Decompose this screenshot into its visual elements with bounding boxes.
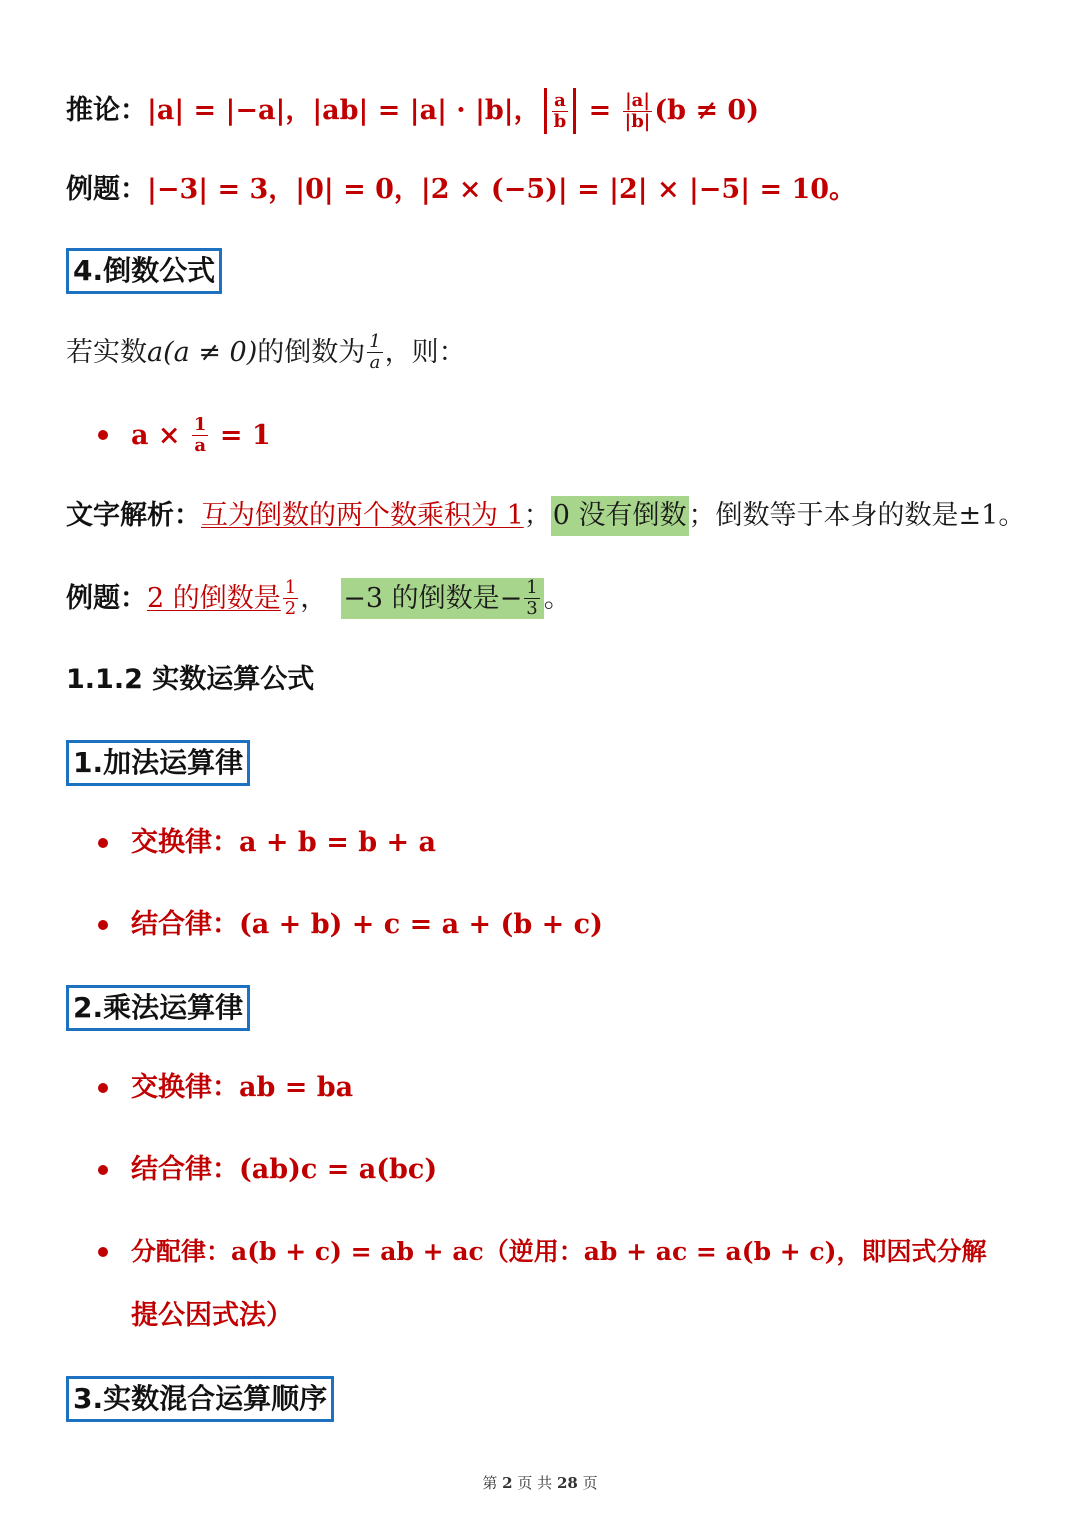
law-name: 结合律：	[131, 909, 239, 940]
formula-part-2: = 1	[210, 419, 271, 451]
bullet-dot	[98, 1165, 108, 1175]
multiplication-item-associative	[131, 1150, 437, 1190]
analysis-sep-2: ；	[688, 500, 716, 531]
corollary-condition: (b ≠ 0)	[654, 95, 759, 126]
reciprocal-intro	[66, 332, 466, 373]
fraction-abs-a-over-abs-b	[623, 91, 653, 132]
frac-num: 1	[526, 577, 538, 598]
abs-fraction	[541, 88, 580, 134]
heading-mixed-operations: 3.实数混合运算顺序	[66, 1376, 334, 1422]
frac-num: a	[554, 89, 566, 111]
distributive-cont-text: 提公因式法）	[131, 1300, 293, 1331]
analysis-line	[66, 496, 1025, 536]
corollary-label: 推论：	[66, 95, 147, 126]
law-formula: (ab)c = a(bc)	[239, 1154, 438, 1185]
formula-part-1: a ×	[131, 419, 190, 451]
frac-den: |b|	[624, 110, 651, 132]
section-title-112: 1.1.2 实数运算公式	[66, 664, 315, 695]
fraction-1-over-2	[283, 578, 298, 619]
fraction-1-over-3	[524, 578, 539, 619]
multiplication-item-commutative	[131, 1068, 353, 1108]
analysis-part-1: 互为倒数的两个数乘积为 1	[201, 500, 524, 531]
example2-label: 例题：	[66, 582, 147, 614]
heading-addition: 1.加法运算律	[66, 740, 250, 786]
analysis-part-3: 倒数等于本身的数是±1。	[715, 500, 1026, 531]
law-name: 交换律：	[131, 1072, 239, 1103]
distributive-continuation	[131, 1296, 293, 1336]
corollary-formula: |a| = |−a|，|ab| = |a| · |b|，	[147, 95, 541, 126]
bullet-dot	[98, 1083, 108, 1093]
law-formula: (a + b) + c = a + (b + c)	[239, 909, 603, 940]
law-name: 交换律：	[131, 827, 239, 858]
example2-part-2: −3 的倒数是−	[343, 582, 523, 614]
bullet-dot	[98, 430, 108, 440]
example1-line	[66, 170, 856, 210]
multiplication-item-distributive	[131, 1232, 986, 1272]
example2-part-1: 2 的倒数是	[147, 582, 281, 614]
corollary-eq: =	[579, 95, 621, 126]
bullet-dot	[98, 920, 108, 930]
law-formula: a + b = b + a	[239, 827, 437, 858]
frac-num: 1	[193, 414, 207, 435]
frac-den: 3	[526, 598, 538, 619]
frac-den: 2	[284, 598, 297, 619]
addition-item-commutative	[131, 823, 436, 863]
intro-text-2: 的倒数为	[257, 336, 366, 368]
heading-reciprocal: 4.倒数公式	[66, 248, 222, 294]
frac-den: a	[194, 435, 207, 456]
analysis-part-2-highlight: 0 没有倒数	[551, 496, 689, 536]
addition-item-associative	[131, 905, 603, 945]
fraction-1-over-a-bold	[192, 415, 209, 456]
example2-sep: ，	[300, 582, 328, 614]
bullet-dot	[98, 1247, 108, 1257]
example2-end: 。	[543, 582, 571, 614]
fraction-a-over-b	[552, 91, 569, 132]
frac-num: |a|	[625, 89, 650, 111]
reciprocal-formula	[131, 415, 271, 456]
heading-multiplication: 2.乘法运算律	[66, 985, 250, 1031]
analysis-sep-1: ；	[523, 500, 551, 531]
frac-den: b	[553, 110, 567, 132]
abs-bar-right	[573, 88, 576, 134]
frac-num: 1	[284, 577, 297, 598]
frac-num: 1	[369, 331, 381, 352]
page-footer	[0, 1472, 1080, 1493]
law-name: 结合律：	[131, 1154, 239, 1185]
intro-text-1: 若实数	[66, 336, 147, 368]
footer-pre: 第	[482, 1474, 498, 1492]
analysis-label: 文字解析：	[66, 500, 201, 531]
bullet-dot	[98, 838, 108, 848]
frac-den: a	[369, 352, 381, 373]
law-formula: ab = ba	[239, 1072, 354, 1103]
intro-math: a(a ≠ 0)	[147, 336, 258, 368]
footer-total-pages: 28	[556, 1474, 578, 1492]
abs-bar-left	[544, 88, 547, 134]
intro-text-3: ，则：	[384, 336, 466, 368]
footer-mid: 页 共	[517, 1474, 553, 1492]
law-formula: a(b + c) = ab + ac（逆用：ab + ac = a(b + c)，即因式分解	[231, 1237, 987, 1266]
example1-label: 例题：	[66, 174, 147, 205]
example2-part-2-highlight	[341, 578, 543, 619]
footer-page-number: 2	[502, 1474, 513, 1492]
footer-post: 页	[582, 1474, 598, 1492]
example2-line	[66, 578, 571, 619]
example1-text: |−3| = 3，|0| = 0，|2 × (−5)| = |2| × |−5| = 10。	[147, 174, 857, 205]
fraction-1-over-a	[367, 332, 382, 373]
law-name: 分配律：	[131, 1237, 232, 1266]
corollary-line	[66, 88, 759, 134]
